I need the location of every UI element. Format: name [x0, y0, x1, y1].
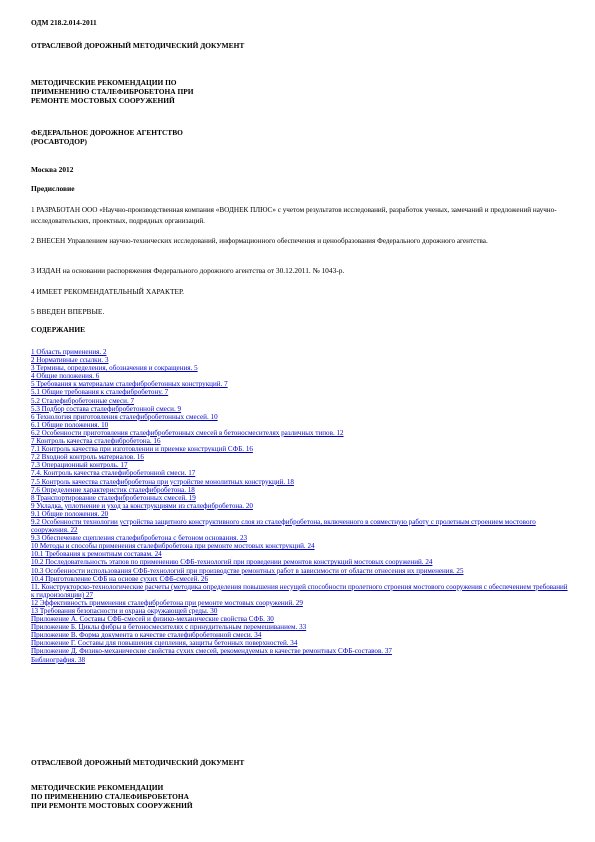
toc-link[interactable]: 11. Конструкторско-технологические расчеты (методика определения повышения несущей способности пролетного строения мостового сооружения с обеспечением требований к гидроизоляции) 27: [31, 582, 568, 599]
toc-link[interactable]: 1 Область применения. 2: [31, 348, 107, 356]
toc-link[interactable]: Приложение В. Форма документа о качестве сталефибробетонной смеси. 34: [31, 631, 262, 640]
toc-link[interactable]: 10.2 Последовательность этапов по применению СФБ-технологий при проведении ремонтов конструкций мостовых сооружений. 24: [31, 558, 433, 567]
toc-link[interactable]: 5.1 Общие требования к сталефибробетону. 7: [31, 388, 169, 397]
toc-link[interactable]: 4 Общие положения. 6: [31, 372, 100, 381]
toc-link[interactable]: 9.3 Обеспечение сцепления сталефибробетона с бетоном основания. 23: [31, 534, 248, 543]
title-line-3: РЕМОНТЕ МОСТОВЫХ СООРУЖЕНИЙ: [31, 96, 175, 105]
toc-link[interactable]: 13 Требования безопасности и охрана окружающей среды. 30: [31, 607, 218, 615]
toc-link[interactable]: 7.2 Входной контроль материалов. 16: [31, 453, 144, 462]
toc-link[interactable]: 7.5 Контроль качества сталефибробетона при устройстве монолитных конструкций. 18: [31, 477, 294, 486]
doc-type: ОТРАСЛЕВОЙ ДОРОЖНЫЙ МЕТОДИЧЕСКИЙ ДОКУМЕНТ: [31, 41, 245, 50]
foreword-item-3: 3 ИЗДАН на основании распоряжения Федерального дорожного агентства от 30.12.2011. № 1043-р.: [31, 266, 345, 275]
foreword-heading: Предисловие: [31, 184, 75, 193]
toc-link[interactable]: 5.3 Подбор состава сталефибробетонной смеси. 9: [31, 404, 182, 413]
footer-title-line-1: МЕТОДИЧЕСКИЕ РЕКОМЕНДАЦИИ: [31, 783, 164, 792]
toc-link[interactable]: 10.1 Требования к ремонтным составам. 24: [31, 550, 162, 559]
toc-link[interactable]: Приложение Д. Физико-механические свойства сухих смесей, рекомендуемых в качестве ремонтных СФБ-составов. 37: [31, 647, 392, 656]
toc-link[interactable]: 6.2 Особенности приготовления сталефибробетонных смесей в бетоносмесителях различных типов. 12: [31, 428, 344, 437]
foreword-item-2: 2 ВНЕСЕН Управлением научно-технических исследований, информационного обеспечения и ценообразования Федерального дорожного агентства.: [31, 237, 488, 245]
foreword-item-5: 5 ВВЕДЕН ВПЕРВЫЕ.: [31, 307, 105, 316]
agency-line-2: (РОСАВТОДОР): [31, 137, 87, 146]
toc-link[interactable]: 9.2 Особенности технологии устройства защитного конструктивного слоя из сталефибробетона, включенного в совместную работу с пролетным строением мостового сооружения. 22: [31, 517, 536, 535]
title-line-2: ПРИМЕНЕНИЮ СТАЛЕФИБРОБЕТОНА ПРИ: [31, 87, 194, 96]
toc-link[interactable]: 9.1 Общие положения. 20: [31, 509, 109, 518]
toc-link[interactable]: Приложение Г. Составы для повышения сцепления, защиты бетонных поверхностей. 34: [31, 639, 298, 648]
toc-link[interactable]: 7.3 Операционный контроль. 17: [31, 461, 128, 470]
toc-link[interactable]: 7.6 Определение характеристик сталефибробетона. 18: [31, 485, 195, 494]
title-line-1: МЕТОДИЧЕСКИЕ РЕКОМЕНДАЦИИ ПО: [31, 78, 177, 87]
toc-link[interactable]: Библиография. 38: [31, 655, 86, 664]
toc-link[interactable]: 7.1 Контроль качества при изготовлении и приемке конструкций СФБ. 16: [31, 445, 253, 454]
toc-link[interactable]: 12 Эффективность применения сталефибробетона при ремонте мостовых сооружений. 29: [31, 598, 303, 607]
toc-link[interactable]: 10.4 Приготовление СФБ на основе сухих СФБ-смесей. 26: [31, 574, 209, 583]
toc-link[interactable]: 3 Термины, определения, обозначения и сокращения. 5: [31, 364, 198, 373]
footer-title-line-2: ПО ПРИМЕНЕНИЮ СТАЛЕФИБРОБЕТОНА: [31, 792, 189, 801]
toc-link[interactable]: 9 Укладка, уплотнение и уход за конструкциями из сталефибробетона. 20: [31, 501, 253, 510]
toc-link[interactable]: 7.4. Контроль качества сталефибробетонной смеси. 17: [31, 469, 196, 478]
doc-code: ОДМ 218.2.014-2011: [31, 18, 97, 27]
foreword-item-1: 1 РАЗРАБОТАН ООО «Научно-производственная компания «ВОДНЕК ПЛЮС» с учетом результатов исследований, разработок ученых, замечаний и предложений научно-исследовательских, проектных, подрядных организаций.: [31, 206, 557, 225]
toc-link[interactable]: 10 Методы и способы применения сталефибробетона при ремонте мостовых конструкций. 24: [31, 542, 315, 551]
agency-line-1: ФЕДЕРАЛЬНОЕ ДОРОЖНОЕ АГЕНТСТВО: [31, 128, 183, 137]
toc-link[interactable]: 2 Нормативные ссылки. 3: [31, 356, 109, 365]
foreword-item-4: 4 ИМЕЕТ РЕКОМЕНДАТЕЛЬНЫЙ ХАРАКТЕР.: [31, 287, 185, 296]
toc-link[interactable]: 7 Контроль качества сталефибробетона. 16: [31, 437, 161, 446]
toc-link[interactable]: Приложение А. Составы СФБ-смесей и физико-механические свойства СФБ. 30: [31, 615, 274, 624]
toc-link[interactable]: 5.2 Сталефибробетонные смеси. 7: [31, 396, 135, 405]
toc-link[interactable]: 6.1 Общие положения. 10: [31, 420, 109, 429]
table-of-contents: [31, 348, 571, 664]
city-year: Москва 2012: [31, 165, 74, 174]
contents-heading: СОДЕРЖАНИЕ: [31, 325, 86, 334]
toc-link[interactable]: 6 Технология приготовления сталефибробетонных смесей. 10: [31, 412, 218, 421]
toc-link[interactable]: 10.3 Особенности использования СФБ-технологий при производстве ремонтных работ в зависимости от области отнесения их применения. 25: [31, 566, 464, 575]
toc-link[interactable]: 5 Требования к материалам сталефибробетонных конструкций. 7: [31, 380, 228, 389]
footer-doc-type: ОТРАСЛЕВОЙ ДОРОЖНЫЙ МЕТОДИЧЕСКИЙ ДОКУМЕНТ: [31, 758, 245, 767]
footer-title-line-3: ПРИ РЕМОНТЕ МОСТОВЫХ СООРУЖЕНИЙ: [31, 801, 193, 810]
toc-link[interactable]: Приложение Б. Циклы фибры в бетоносмесителях с принудительным перемешиванием. 33: [31, 623, 307, 632]
toc-link[interactable]: 8 Транспортирование сталефибробетонных смесей. 19: [31, 493, 196, 502]
